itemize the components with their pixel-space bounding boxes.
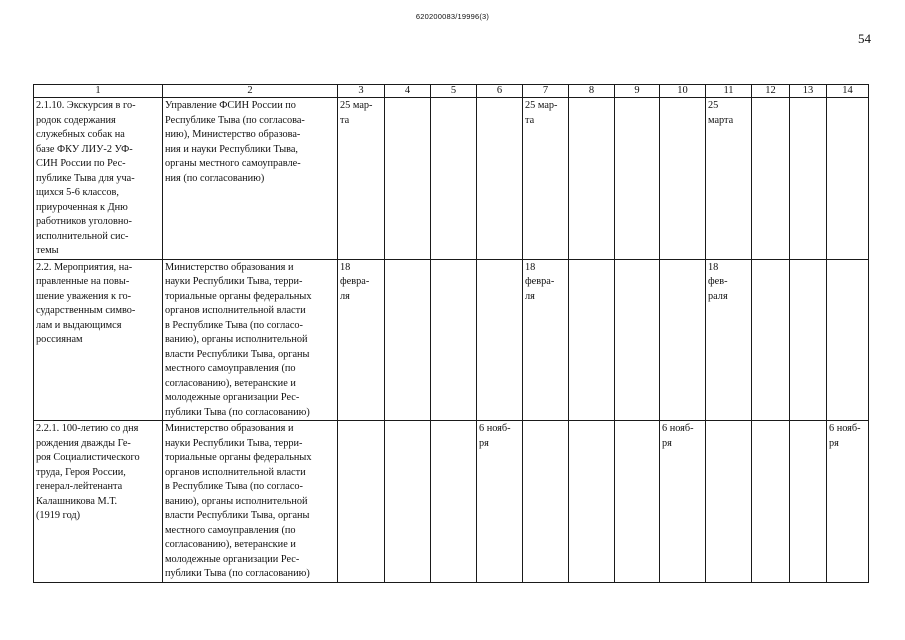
date-cell — [790, 421, 827, 583]
date-cell — [523, 421, 569, 583]
event-text: 2.2. Мероприятия, на- правленные на повы- шение уважения к го- сударственным симво- лам и выдающимся россиянам — [36, 261, 136, 345]
executors-text: Министерство образования и науки Республики Тыва, терри- ториальные органы федеральных органов исполнительной власти в Республике Тыва (по согласо- ванию), органы исполнительной власти Республики Тыва, органы местного самоуправления (по согласованию), ветеранские и молодежные организации Рес- публики Тыва (по согласованию) — [165, 423, 312, 579]
date-cell — [706, 259, 752, 421]
date-cell — [660, 259, 706, 421]
date-cell — [827, 259, 869, 421]
date-cell — [752, 259, 790, 421]
date-text: 25 марта — [708, 100, 734, 126]
date-cell — [615, 421, 660, 583]
date-cell — [827, 98, 869, 260]
executors-text: Управление ФСИН России по Республике Тыва (по согласова- нию), Министерство образова- ния и науки Республики Тыва, органы местного самоуправле- ния (по согласованию) — [165, 100, 305, 184]
column-header: 12 — [752, 85, 790, 98]
column-header: 11 — [706, 85, 752, 98]
date-cell — [790, 98, 827, 260]
column-header: 1 — [34, 85, 163, 98]
executors-cell — [163, 421, 338, 583]
date-cell — [431, 259, 477, 421]
column-header: 5 — [431, 85, 477, 98]
event-cell — [34, 98, 163, 260]
date-text: 25 мар- та — [525, 100, 558, 126]
date-text: 18 февра- ля — [525, 261, 555, 302]
column-header: 13 — [790, 85, 827, 98]
date-cell — [338, 421, 385, 583]
column-header: 8 — [569, 85, 615, 98]
date-cell — [752, 98, 790, 260]
date-cell — [477, 421, 523, 583]
date-cell — [615, 98, 660, 260]
date-cell — [660, 421, 706, 583]
date-cell — [385, 98, 431, 260]
table-row — [34, 98, 869, 260]
date-cell — [385, 421, 431, 583]
date-cell — [338, 98, 385, 260]
date-cell — [615, 259, 660, 421]
executors-cell — [163, 98, 338, 260]
executors-text: Министерство образования и науки Республики Тыва, терри- ториальные органы федеральных органов исполнительной власти в Республике Тыва (по согласо- ванию), органы исполнительной власти Республики Тыва, органы местного самоуправления (по согласованию), ветеранские и молодежные организации Рес- публики Тыва (по согласованию) — [165, 261, 312, 418]
table-row — [34, 259, 869, 421]
date-text: 25 мар- та — [340, 100, 373, 126]
date-cell — [790, 259, 827, 421]
column-header: 10 — [660, 85, 706, 98]
event-cell — [34, 259, 163, 421]
date-cell — [569, 98, 615, 260]
event-cell — [34, 421, 163, 583]
date-cell — [569, 259, 615, 421]
page-number: 54 — [858, 31, 871, 46]
column-header: 9 — [615, 85, 660, 98]
date-text: 6 нояб- ря — [479, 423, 511, 449]
date-cell — [827, 421, 869, 583]
column-header: 2 — [163, 85, 338, 98]
date-cell — [660, 98, 706, 260]
date-cell — [338, 259, 385, 421]
table-row — [34, 421, 869, 583]
date-cell — [431, 98, 477, 260]
date-cell — [706, 421, 752, 583]
date-text: 18 фев- раля — [708, 261, 728, 302]
date-text: 6 нояб- ря — [662, 423, 694, 449]
date-cell — [523, 259, 569, 421]
date-cell — [431, 421, 477, 583]
event-text: 2.1.10. Экскурсия в го- родок содержания служебных собак на базе ФКУ ЛИУ-2 УФ- СИН России по Рес- публике Тыва для уча- щихся 5-6 классов, приуроченная к Дню работников уголовно- исполнительной сис- темы — [36, 100, 136, 256]
column-header: 3 — [338, 85, 385, 98]
date-cell — [752, 421, 790, 583]
date-cell — [569, 421, 615, 583]
table-header-row — [34, 85, 869, 98]
schedule-table — [33, 84, 869, 583]
date-cell — [477, 98, 523, 260]
date-cell — [523, 98, 569, 260]
event-text: 2.2.1. 100-летию со дня рождения дважды Ге- роя Социалистического труда, Героя России, генерал-лейтенанта Калашникова М.Т. (1919 год) — [36, 423, 140, 521]
column-header: 7 — [523, 85, 569, 98]
date-cell — [385, 259, 431, 421]
date-cell — [706, 98, 752, 260]
column-header: 6 — [477, 85, 523, 98]
column-header: 14 — [827, 85, 869, 98]
date-cell — [477, 259, 523, 421]
executors-cell — [163, 259, 338, 421]
column-header: 4 — [385, 85, 431, 98]
document-code: 620200083/19996(3) — [415, 12, 490, 21]
date-text: 18 февра- ля — [340, 261, 370, 302]
date-text: 6 нояб- ря — [829, 423, 861, 449]
